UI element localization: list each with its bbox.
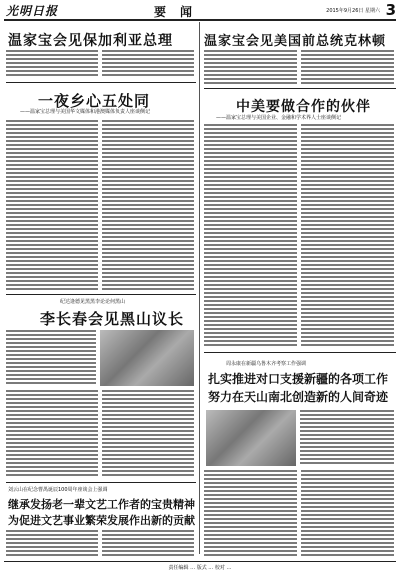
article-body <box>6 530 194 556</box>
article-divider <box>204 352 396 353</box>
masthead <box>4 2 396 21</box>
article-headline: 继承发扬老一辈文艺工作者的宝贵精神 <box>8 498 195 511</box>
article-body <box>204 50 394 84</box>
article-headline: 努力在天山南北创造新的人间奇迹 <box>208 390 389 404</box>
article-body <box>6 120 194 290</box>
newspaper-logo: 光明日报 <box>6 4 59 18</box>
article-kicker: 纪达逢德见黑黑李论论何黑山 <box>60 299 126 305</box>
section-title: 要闻 <box>154 5 207 19</box>
article-subtitle: ——温家宝总理与美国华文媒体和港澳媒体负责人座谈侧记 <box>20 109 151 115</box>
news-photo <box>100 330 194 386</box>
article-headline: 为促进文艺事业繁荣发展作出新的贡献 <box>8 514 195 527</box>
news-photo <box>206 410 296 466</box>
article-body <box>6 330 96 386</box>
article-kicker: 刘云山在纪念曹禺诞辰100周年座谈会上强调 <box>8 487 108 493</box>
issue-date: 2015年9月26日 星期六 <box>326 8 380 14</box>
article-headline: 温家宝会见美国前总统克林顿 <box>204 34 387 49</box>
article-headline: 李长春会见黑山议长 <box>40 310 185 328</box>
article-body <box>204 124 394 348</box>
article-body <box>6 390 194 478</box>
article-kicker: 周永康在新疆乌鲁木齐考察工作强调 <box>226 361 307 367</box>
article-body <box>300 410 394 466</box>
article-divider <box>6 294 196 295</box>
article-subtitle: ——温家宝总理与美国企业、金融和学术界人士座谈侧记 <box>216 115 342 121</box>
article-divider <box>6 482 196 483</box>
column-divider <box>199 22 200 554</box>
article-headline: 中美要做合作的伙伴 <box>236 99 371 115</box>
article-divider <box>204 88 396 89</box>
article-divider <box>6 82 196 83</box>
article-headline: 温家宝会见保加利亚总理 <box>8 33 173 49</box>
article-headline: 一夜乡心五处同 <box>38 92 151 110</box>
article-headline: 扎实推进对口支援新疆的各项工作 <box>208 372 389 386</box>
article-body <box>204 470 394 556</box>
article-body <box>6 50 194 78</box>
page-footer: 责任编辑 … 版式 … 校对 … <box>4 561 396 571</box>
page-number: 3 <box>385 1 396 19</box>
